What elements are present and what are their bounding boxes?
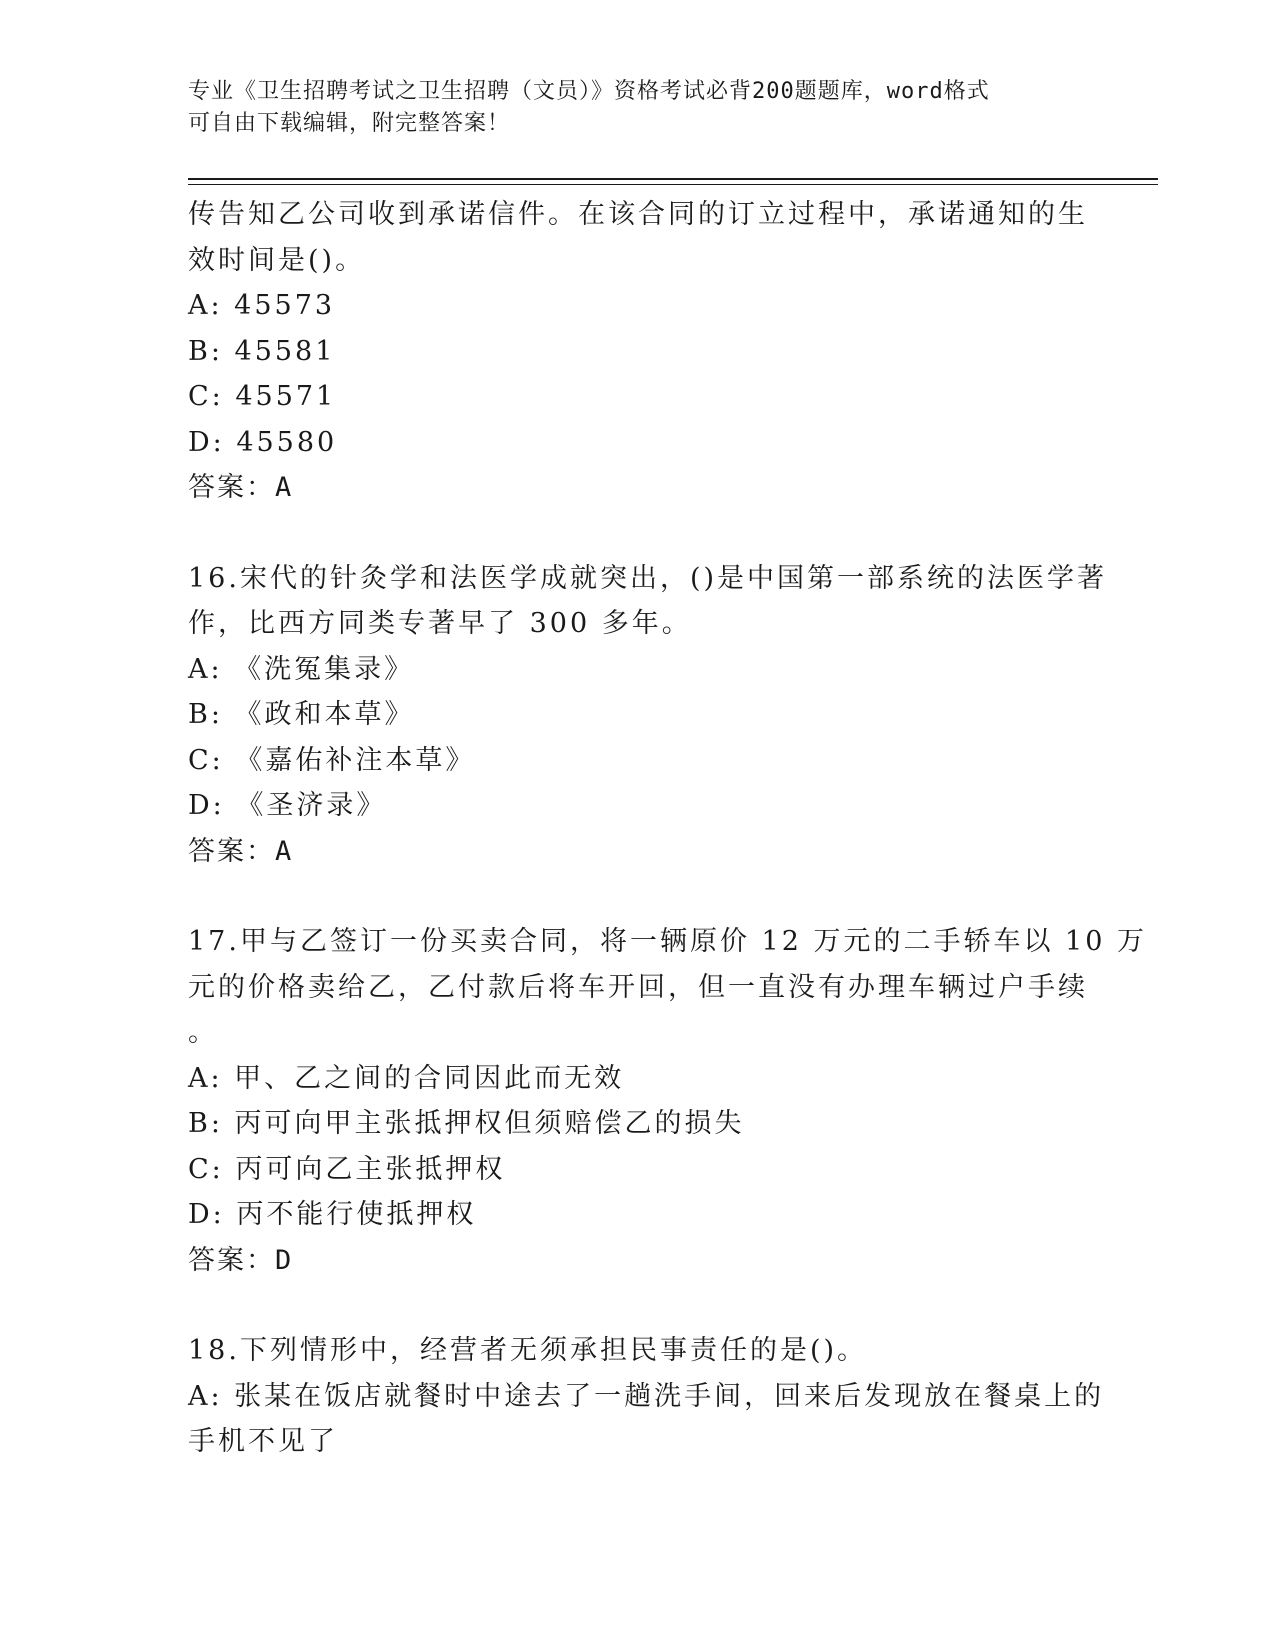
option-c: C: 丙可向乙主张抵押权 <box>188 1153 506 1185</box>
option-a: A: 张某在饭店就餐时中途去了一趟洗手间，回来后发现放在餐桌上的 <box>188 1380 1105 1412</box>
question-15 <box>188 192 1088 511</box>
header-divider <box>188 178 1158 185</box>
answer-label: 答案： <box>188 835 275 867</box>
option-c: C: 45571 <box>188 381 337 412</box>
option-b: B: 丙可向甲主张抵押权但须赔偿乙的损失 <box>188 1108 745 1139</box>
header-line-1: 专业《卫生招聘考试之卫生招聘（文员）》资格考试必背200题题库，word格式 <box>188 79 990 104</box>
answer-label: 答案： <box>188 1244 275 1276</box>
option-d: D: 《圣济录》 <box>188 790 387 821</box>
option-a: A: 45573 <box>188 290 336 321</box>
question-list <box>188 192 1147 1465</box>
option-a: A: 《洗冤集录》 <box>188 653 415 685</box>
document-header <box>188 76 1068 140</box>
question-stem: 16.宋代的针灸学和法医学成就突出，()是中国第一部系统的法医学著 <box>188 562 1108 594</box>
answer-label: 答案： <box>188 472 275 503</box>
answer-line <box>188 465 1068 511</box>
question-stem: 18.下列情形中，经营者无须承担民事责任的是()。 <box>188 1335 868 1366</box>
answer-value: A <box>275 835 293 867</box>
question-stem: 效时间是()。 <box>188 244 366 276</box>
question-16 <box>188 556 1108 875</box>
header-line-2: 可自由下载编辑，附完整答案！ <box>188 111 511 136</box>
answer-line <box>188 829 1068 875</box>
option-d: D: 45580 <box>188 426 338 458</box>
option-a-continued: 手机不见了 <box>188 1426 338 1457</box>
answer-value: D <box>275 1244 293 1276</box>
option-d: D: 丙不能行使抵押权 <box>188 1199 477 1230</box>
question-spacer <box>188 511 1068 556</box>
question-spacer <box>188 1283 1068 1328</box>
answer-line <box>188 1238 1068 1284</box>
answer-value: A <box>275 472 293 503</box>
option-c: C: 《嘉佑补注本草》 <box>188 744 476 776</box>
question-stem: 元的价格卖给乙，乙付款后将车开回，但一直没有办理车辆过户手续 <box>188 971 1088 1003</box>
question-18 <box>188 1328 1105 1465</box>
option-b: B: 《政和本草》 <box>188 699 415 730</box>
question-stem: 17.甲与乙签订一份买卖合同，将一辆原价 12 万元的二手轿车以 10 万 <box>188 926 1147 957</box>
option-b: B: 45581 <box>188 335 336 367</box>
question-17 <box>188 919 1147 1283</box>
question-stem: 传告知乙公司收到承诺信件。在该合同的订立过程中，承诺通知的生 <box>188 199 1088 230</box>
question-stem: 作，比西方同类专著早了 300 多年。 <box>188 608 692 639</box>
option-a: A: 甲、乙之间的合同因此而无效 <box>188 1062 625 1094</box>
question-stem: 。 <box>188 1017 218 1048</box>
question-spacer <box>188 874 1068 919</box>
